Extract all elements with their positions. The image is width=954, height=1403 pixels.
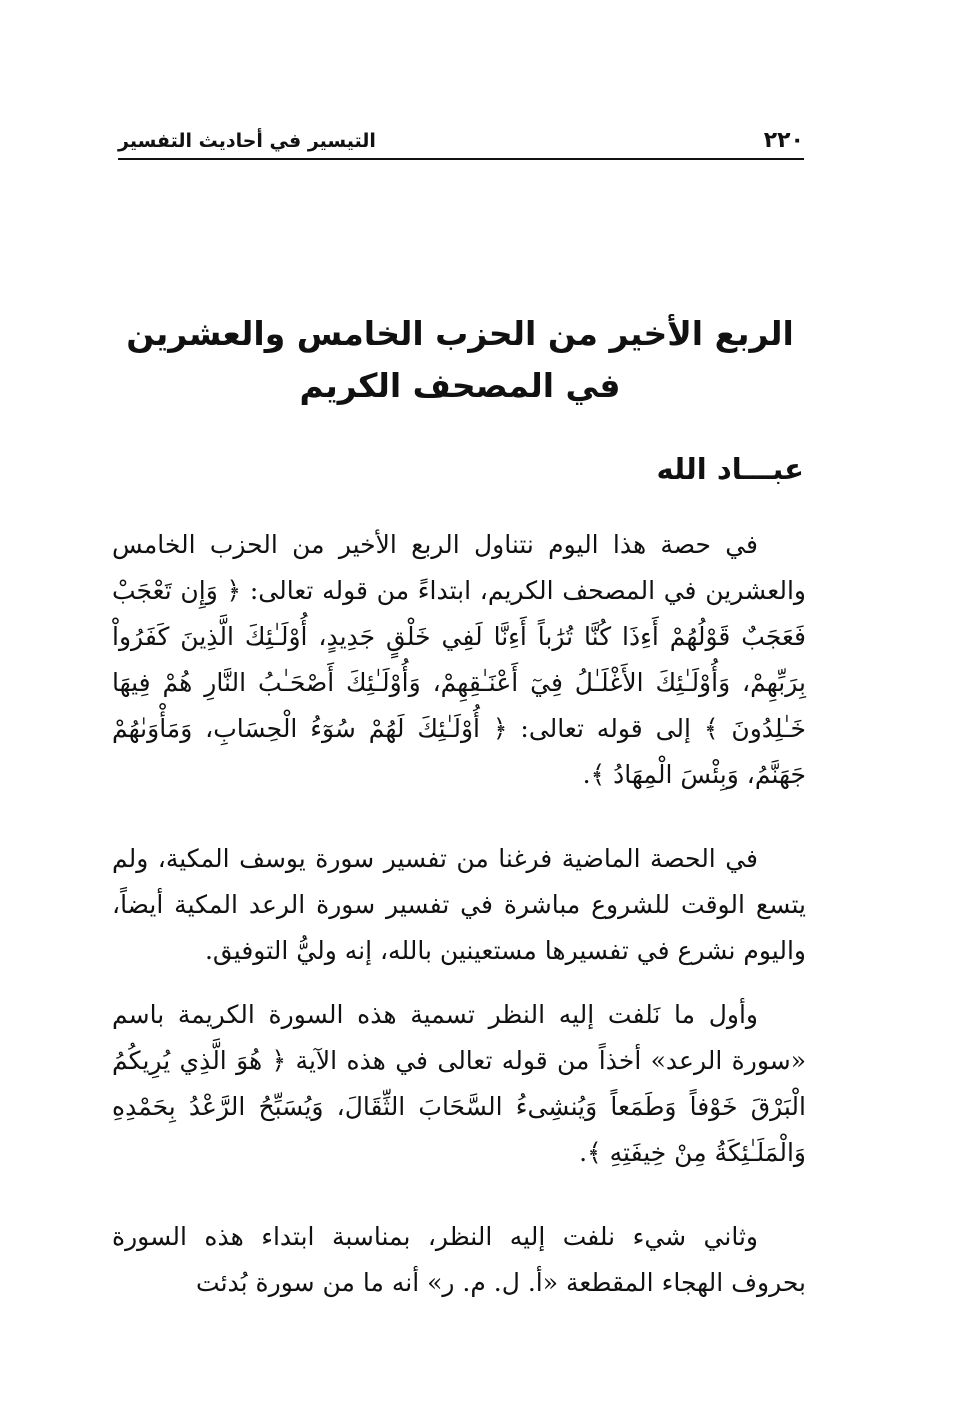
paragraph-4-text: وثاني شيء نلفت إليه النظر، بمناسبة ابتداء هذه السورة بحروف الهجاء المقطعة «أ. ل. م. ر» أنه ما من سورة بُدئت [112,1222,806,1297]
page-number: ٢٢٠ [763,128,804,153]
chapter-title-line-2: في المصحف الكريم [299,366,621,405]
paragraph-1 [112,522,806,798]
book-title: التيسير في أحاديث التفسير [118,130,376,152]
chapter-title [120,308,800,412]
paragraph-3 [112,992,806,1176]
paragraph-2-text: في الحصة الماضية فرغنا من تفسير سورة يوسف المكية، ولم يتسع الوقت للشروع مباشرة في تفسير سورة الرعد المكية أيضاً، واليوم نشرع في تفسيرها مستعينين بالله، إنه وليُّ التوفيق. [112,844,806,965]
paragraph-2 [112,836,806,974]
paragraph-3-text: وأول ما نَلفت إليه النظر تسمية هذه السورة الكريمة باسم «سورة الرعد» أخذاً من قوله تعالى في هذه الآية ﴿ هُوَ الَّذِي يُرِيكُمُ الْبَرْقَ خَوْفاً وَطَمَعاً وَيُنشِىءُ السَّحَابَ الثِّقَالَ، وَيُسَبِّحُ الرَّعْدُ بِحَمْدِهِ وَالْمَلَـٰئِكَةُ مِنْ خِيفَتِهِ ﴾. [112,1000,806,1167]
salutation-heading: عبـــاد الله [656,452,804,486]
chapter-title-line-1: الربع الأخير من الحزب الخامس والعشرين [126,314,794,353]
paragraph-1-text: في حصة هذا اليوم نتناول الربع الأخير من الحزب الخامس والعشرين في المصحف الكريم، ابتداءً من قوله تعالى: ﴿ وَإِن تَعْجَبْ فَعَجَبٌ قَوْلُهُمْ أَءِذَا كُنَّا تُرَٰباً أَءِنَّا لَفِي خَلْقٍ جَدِيدٍ، أُوْلَـٰئِكَ الَّذِينَ كَفَرُواْ بِرَبِّهِمْ، وَأُوْلَـٰئِكَ الأَغْلَـٰلُ فِيٓ أَعْنَـٰقِهِمْ، وَأُوْلَـٰئِكَ أَصْحَـٰبُ النَّارِ هُمْ فِيهَا خَـٰلِدُونَ ﴾ إلى قوله تعالى: ﴿ أُوْلَـٰئِكَ لَهُمْ سُوٓءُ الْحِسَابِ، وَمَأْوَىٰهُمْ جَهَنَّمُ، وَبِئْسَ الْمِهَادُ ﴾. [112,530,806,789]
running-header [118,124,804,160]
paragraph-4 [112,1214,806,1306]
